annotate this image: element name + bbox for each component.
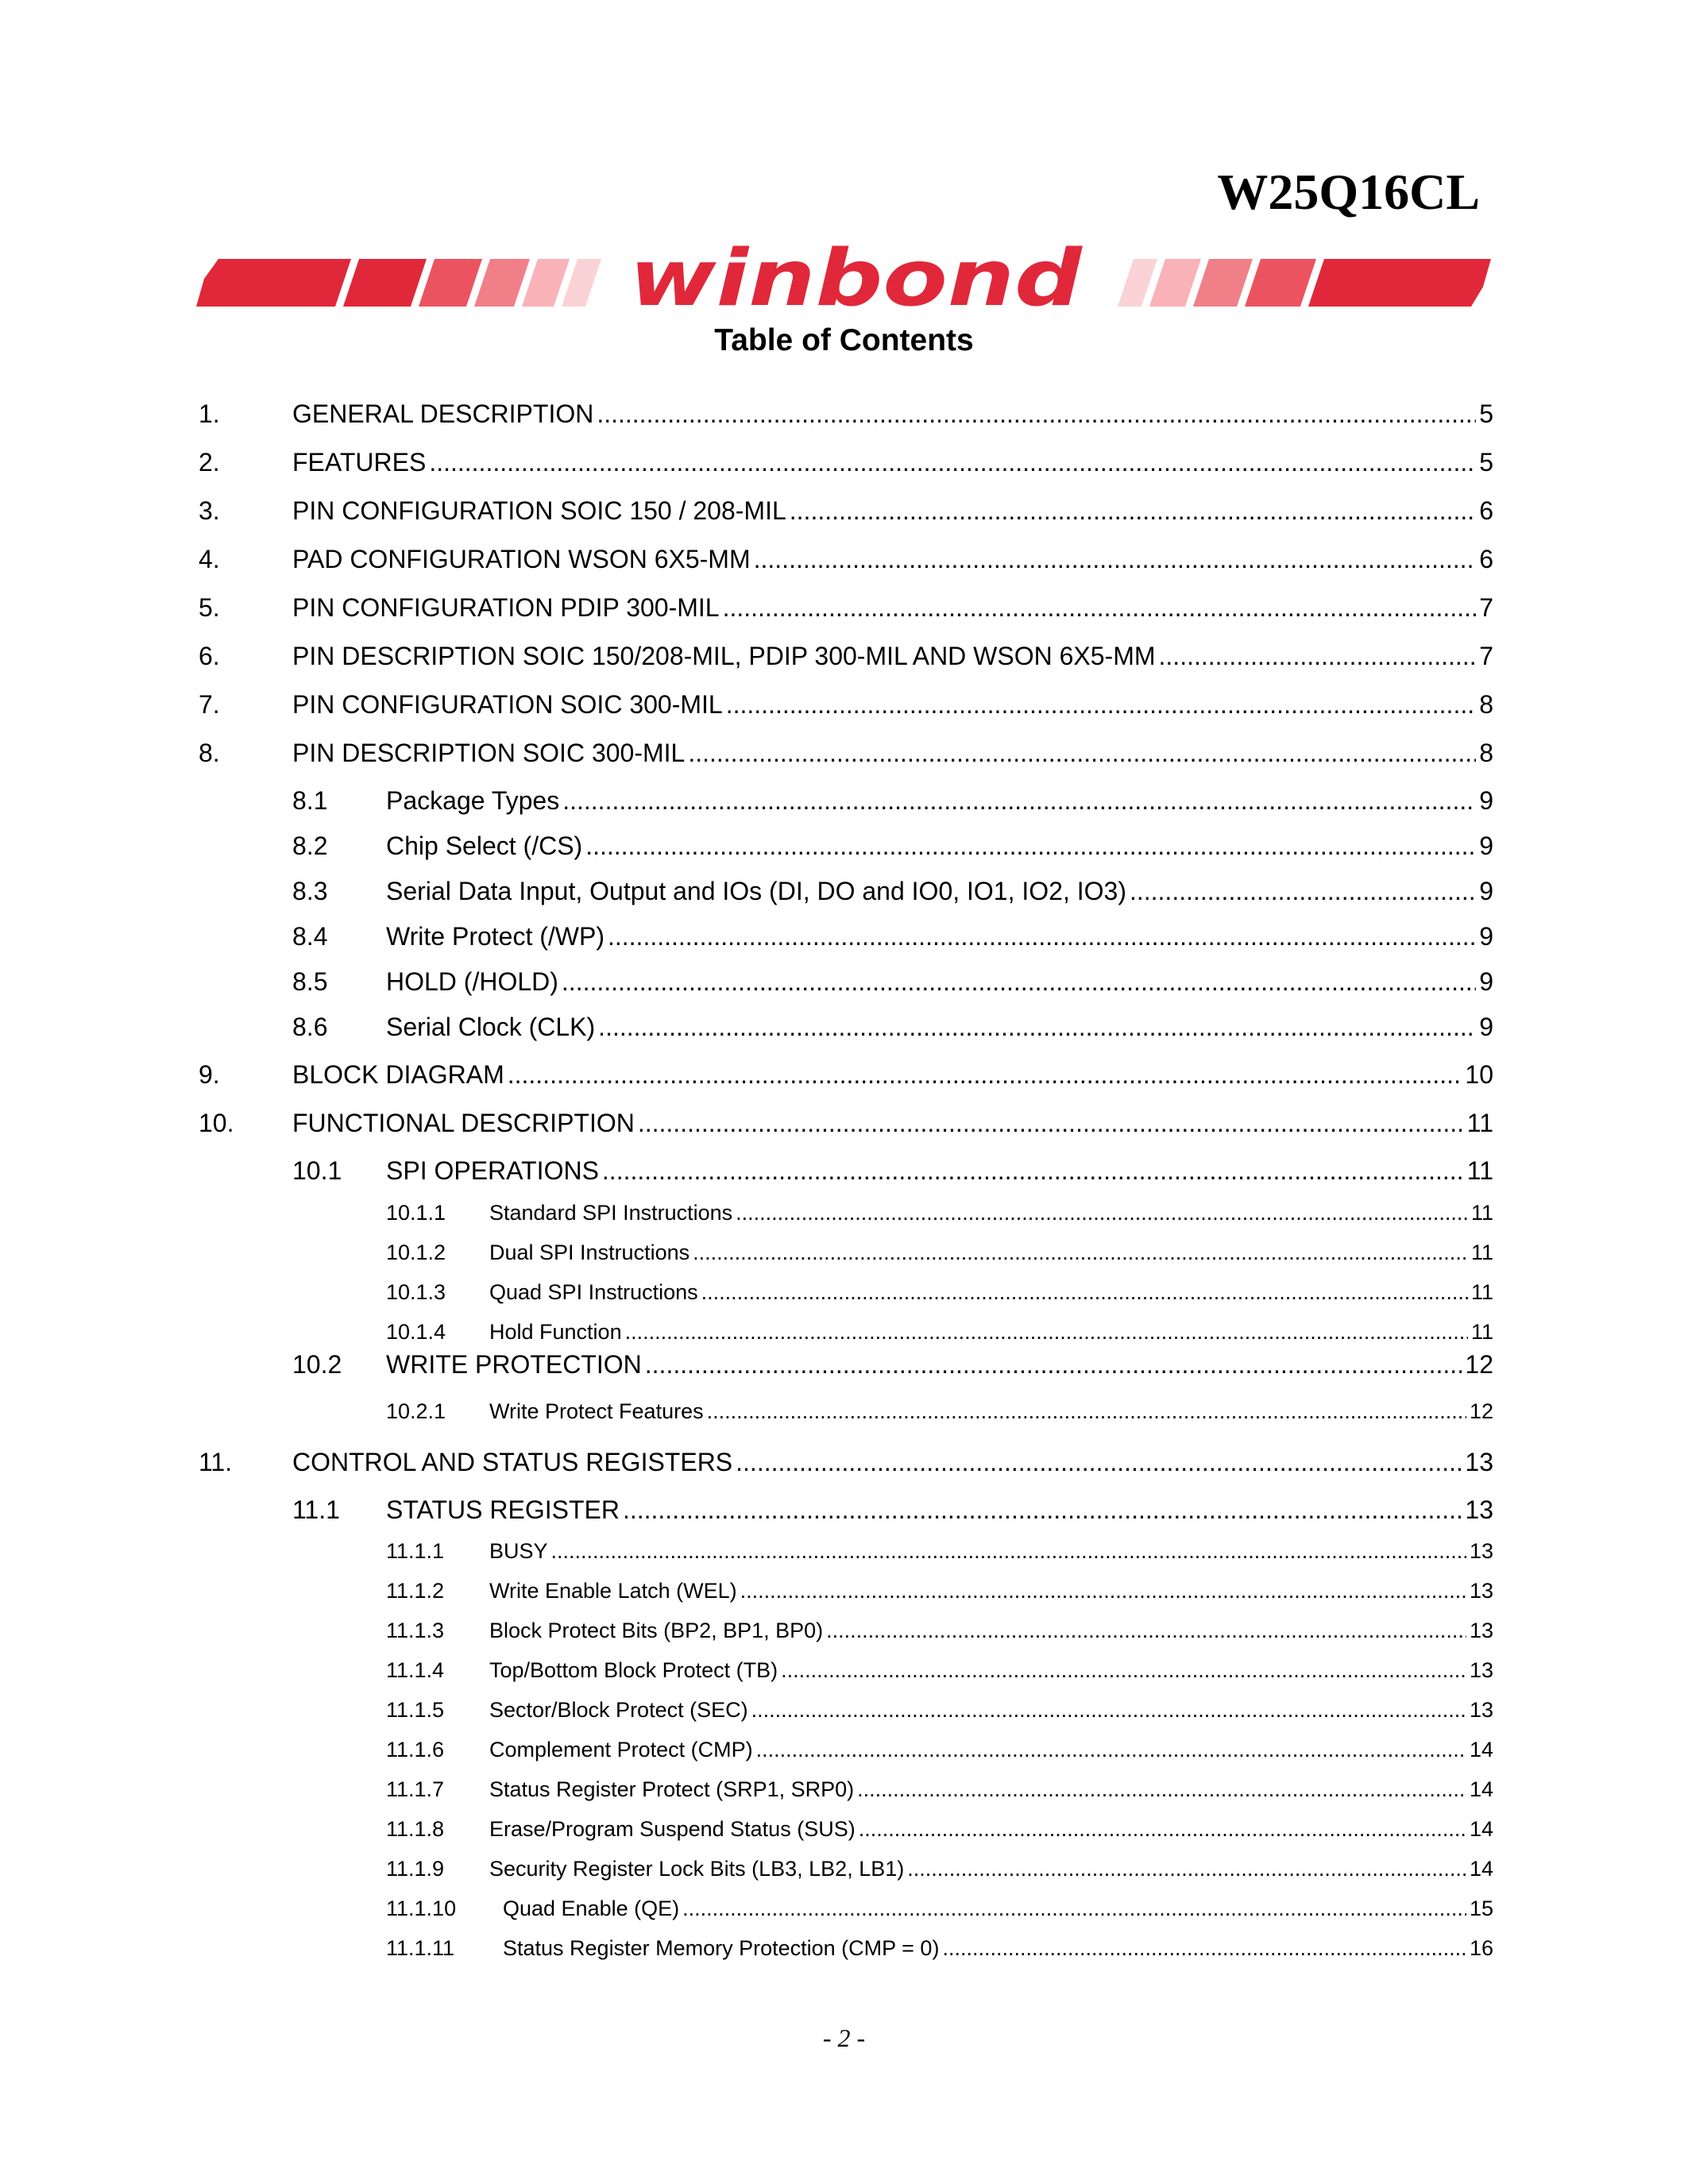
toc-entry[interactable] — [199, 786, 1493, 816]
logo-stripe — [419, 259, 482, 307]
toc-entry-title: SPI OPERATIONS — [386, 1156, 599, 1185]
toc-entry[interactable] — [199, 1777, 1493, 1802]
toc-entry-page: 13 — [1465, 1448, 1493, 1476]
toc-entry[interactable] — [199, 1156, 1493, 1186]
toc-entry-number: 11.1.8 — [386, 1817, 445, 1841]
toc-leader-dots — [740, 1579, 1466, 1603]
toc-entry-number: 2. — [199, 448, 220, 477]
toc-entry-title: HOLD (/HOLD) — [386, 967, 558, 996]
toc-entry-page: 11 — [1466, 1156, 1493, 1185]
toc-entry-page: 9 — [1479, 877, 1493, 905]
toc-entry-page: 8 — [1479, 690, 1493, 719]
toc-entry-page: 13 — [1469, 1658, 1493, 1682]
logo-stripe — [1245, 259, 1316, 307]
toc-entry-page: 6 — [1479, 496, 1493, 525]
toc-entry-page: 13 — [1469, 1579, 1493, 1603]
toc-entry[interactable] — [199, 877, 1493, 906]
toc-entry-number: 8.6 — [292, 1013, 328, 1041]
logo-stripe — [474, 259, 530, 307]
toc-entry-title: GENERAL DESCRIPTION — [292, 399, 594, 428]
toc-entry-title: PIN CONFIGURATION PDIP 300-MIL — [292, 593, 720, 622]
logo-stripe — [522, 259, 570, 307]
toc-entry-number: 10.1.3 — [386, 1280, 446, 1304]
toc-entry[interactable] — [199, 690, 1493, 720]
toc-leader-dots — [645, 1350, 1462, 1379]
toc-entry[interactable] — [199, 1109, 1493, 1138]
toc-entry-number: 11.1.11 — [386, 1936, 455, 1960]
toc-entry-page: 9 — [1479, 922, 1493, 951]
toc-leader-dots — [701, 1280, 1468, 1305]
toc-leader-dots — [1130, 877, 1476, 906]
toc-entry-page: 13 — [1469, 1698, 1493, 1722]
toc-leader-dots — [781, 1658, 1466, 1683]
toc-entry-title: Serial Data Input, Output and IOs (DI, DO and IO0, IO1, IO2, IO3) — [386, 877, 1126, 905]
toc-entry-page: 7 — [1479, 642, 1493, 670]
toc-entry-page: 12 — [1465, 1350, 1493, 1379]
toc-entry-number: 9. — [199, 1060, 220, 1089]
toc-entry-title: PIN DESCRIPTION SOIC 150/208-MIL, PDIP 300-MIL AND WSON 6X5-MM — [292, 642, 1156, 670]
toc-entry-title: Quad SPI Instructions — [489, 1280, 698, 1304]
toc-entry-page: 11 — [1470, 1241, 1493, 1264]
page-number: - 2 - — [822, 2024, 866, 2052]
toc-entry[interactable] — [199, 1658, 1493, 1683]
toc-leader-dots — [756, 1738, 1466, 1762]
toc-entry-title: Complement Protect (CMP) — [489, 1738, 753, 1761]
toc-entry-page: 7 — [1479, 593, 1493, 622]
toc-entry-number: 10.1 — [292, 1156, 342, 1185]
toc-entry-page: 11 — [1470, 1201, 1493, 1225]
toc-entry[interactable] — [199, 593, 1493, 623]
toc-entry-number: 10.1.4 — [386, 1320, 446, 1344]
toc-entry[interactable] — [199, 832, 1493, 861]
toc-entry-number: 8. — [199, 739, 220, 767]
toc-entry-title: Dual SPI Instructions — [489, 1241, 690, 1264]
toc-entry-title: STATUS REGISTER — [386, 1495, 620, 1524]
toc-entry[interactable] — [199, 1579, 1493, 1603]
toc-leader-dots — [682, 1897, 1466, 1921]
logo-stripe — [343, 259, 427, 307]
toc-entry-title: FEATURES — [292, 448, 427, 477]
toc-entry[interactable] — [199, 1619, 1493, 1643]
toc-entry[interactable] — [199, 496, 1493, 526]
toc-entry-number: 10.1.1 — [386, 1201, 446, 1225]
toc-entry-title: PIN CONFIGURATION SOIC 150 / 208-MIL — [292, 496, 786, 525]
toc-entry[interactable] — [199, 1280, 1493, 1305]
toc-entry-title: Hold Function — [489, 1320, 622, 1344]
toc-entry-title: Write Enable Latch (WEL) — [489, 1579, 737, 1603]
toc-entry-title: Status Register Memory Protection (CMP = 0) — [503, 1936, 940, 1960]
toc-entry-title: Serial Clock (CLK) — [386, 1013, 596, 1041]
toc-entry[interactable] — [199, 922, 1493, 951]
toc-entry-title: Write Protect Features — [489, 1399, 704, 1423]
toc-leader-dots — [551, 1539, 1466, 1564]
toc-entry-title: Chip Select (/CS) — [386, 832, 583, 860]
toc-entry-number: 11.1.9 — [386, 1857, 445, 1881]
toc-entry-page: 9 — [1479, 832, 1493, 860]
toc-entry-page: 12 — [1469, 1399, 1493, 1423]
toc-entry-title: Write Protect (/WP) — [386, 922, 605, 951]
toc-entry-page: 9 — [1479, 786, 1493, 815]
toc-leader-dots — [754, 545, 1477, 574]
toc-entry-number: 7. — [199, 690, 220, 719]
toc-entry[interactable] — [199, 1241, 1493, 1265]
toc-leader-dots — [723, 593, 1477, 623]
toc-entry-number: 10.2 — [292, 1350, 342, 1379]
toc-entry-number: 10.2.1 — [386, 1399, 446, 1423]
toc-entry-number: 11.1.5 — [386, 1698, 445, 1722]
toc-entry-number: 11.1.6 — [386, 1738, 445, 1761]
toc-entry-page: 14 — [1469, 1817, 1493, 1841]
toc-entry[interactable] — [199, 1495, 1493, 1525]
toc-entry[interactable] — [199, 739, 1493, 768]
toc-entry-page: 8 — [1479, 739, 1493, 767]
toc-entry-page: 5 — [1479, 399, 1493, 428]
toc-entry-title: PIN DESCRIPTION SOIC 300-MIL — [292, 739, 686, 767]
toc-leader-dots — [625, 1320, 1468, 1345]
toc-entry-number: 6. — [199, 642, 220, 670]
logo-stripe — [1149, 259, 1201, 307]
toc-entry-number: 10.1.2 — [386, 1241, 446, 1264]
toc-entry[interactable] — [199, 1448, 1493, 1477]
toc-entry-title: Quad Enable (QE) — [503, 1897, 680, 1920]
toc-entry[interactable] — [199, 545, 1493, 574]
toc-leader-dots — [608, 922, 1476, 951]
toc-entry-title: Status Register Protect (SRP1, SRP0) — [489, 1777, 855, 1801]
toc-entry-page: 13 — [1469, 1619, 1493, 1642]
logo-stripe — [196, 259, 351, 307]
toc-entry[interactable] — [199, 1539, 1493, 1564]
toc-entry-title: BUSY — [489, 1539, 548, 1563]
toc-entry-page: 14 — [1469, 1777, 1493, 1801]
toc-entry-title: Erase/Program Suspend Status (SUS) — [489, 1817, 856, 1841]
toc-entry-number: 11.1.4 — [386, 1658, 445, 1682]
toc-entry-title: Standard SPI Instructions — [489, 1201, 733, 1225]
toc-leader-dots — [707, 1399, 1466, 1424]
toc-entry-title: CONTROL AND STATUS REGISTERS — [292, 1448, 733, 1476]
toc-leader-dots — [826, 1619, 1466, 1643]
toc-entry[interactable] — [199, 399, 1493, 429]
toc-leader-dots — [751, 1698, 1466, 1723]
toc-entry[interactable] — [199, 1817, 1493, 1842]
toc-entry[interactable] — [199, 1738, 1493, 1762]
logo-stripe — [562, 259, 601, 307]
toc-entry-title: BLOCK DIAGRAM — [292, 1060, 504, 1089]
toc-leader-dots — [562, 967, 1476, 997]
toc-entry-number: 11.1.3 — [386, 1619, 445, 1642]
winbond-logo-banner — [196, 235, 1491, 322]
logo-stripe — [1118, 259, 1157, 307]
toc-leader-dots — [562, 786, 1476, 816]
toc-entry-page: 6 — [1479, 545, 1493, 573]
toc-entry[interactable] — [199, 1399, 1493, 1424]
toc-leader-dots — [736, 1448, 1462, 1477]
toc-entry-page: 13 — [1465, 1495, 1493, 1524]
toc-entry[interactable] — [199, 967, 1493, 997]
logo-stripe — [1193, 259, 1253, 307]
toc-leader-dots — [942, 1936, 1466, 1961]
toc-entry[interactable] — [199, 1350, 1493, 1379]
toc-leader-dots — [638, 1109, 1464, 1138]
toc-entry-page: 10 — [1465, 1060, 1493, 1089]
toc-leader-dots — [1159, 642, 1477, 671]
toc-entry-number: 8.4 — [292, 922, 328, 951]
toc-entry-page: 9 — [1479, 967, 1493, 996]
toc-entry-number: 11.1.7 — [386, 1777, 445, 1801]
toc-entry-title: Sector/Block Protect (SEC) — [489, 1698, 748, 1722]
toc-entry-number: 11.1.10 — [386, 1897, 457, 1920]
toc-entry-title: Block Protect Bits (BP2, BP1, BP0) — [489, 1619, 824, 1642]
toc-entry-number: 8.5 — [292, 967, 328, 996]
toc-leader-dots — [726, 690, 1477, 720]
toc-leader-dots — [623, 1495, 1462, 1525]
toc-leader-dots — [736, 1201, 1468, 1225]
toc-entry-page: 14 — [1469, 1857, 1493, 1881]
toc-entry-page: 14 — [1469, 1738, 1493, 1761]
part-number: W25Q16CL — [1217, 164, 1480, 220]
toc-leader-dots — [693, 1241, 1468, 1265]
toc-leader-dots — [585, 832, 1476, 861]
toc-leader-dots — [602, 1156, 1464, 1186]
toc-entry-number: 10. — [199, 1109, 234, 1137]
toc-entry[interactable] — [199, 1897, 1493, 1921]
toc-entry-number: 4. — [199, 545, 220, 573]
toc-entry-title: WRITE PROTECTION — [386, 1350, 642, 1379]
toc-leader-dots — [597, 399, 1476, 429]
toc-entry-title: Package Types — [386, 786, 560, 815]
toc-entry-number: 11.1.2 — [386, 1579, 445, 1603]
toc-entry-title: Security Register Lock Bits (LB3, LB2, LB1) — [489, 1857, 905, 1881]
toc-entry[interactable] — [199, 1320, 1493, 1345]
toc-leader-dots — [790, 496, 1476, 526]
toc-entry[interactable] — [199, 1013, 1493, 1042]
toc-entry-title: PIN CONFIGURATION SOIC 300-MIL — [292, 690, 723, 719]
toc-entry[interactable] — [199, 642, 1493, 671]
toc-entry[interactable] — [199, 1201, 1493, 1225]
toc-entry-title: FUNCTIONAL DESCRIPTION — [292, 1109, 635, 1137]
toc-entry-number: 11.1.1 — [386, 1539, 445, 1563]
toc-leader-dots — [598, 1013, 1476, 1042]
toc-entry-page: 11 — [1466, 1109, 1493, 1137]
toc-entry-title: Top/Bottom Block Protect (TB) — [489, 1658, 778, 1682]
toc-entry[interactable] — [199, 448, 1493, 477]
toc-leader-dots — [429, 448, 1476, 477]
toc-entry-number: 1. — [199, 399, 220, 428]
toc-entry-page: 13 — [1469, 1539, 1493, 1563]
toc-entry-page: 5 — [1479, 448, 1493, 477]
toc-entry-page: 11 — [1470, 1280, 1493, 1304]
toc-entry-number: 3. — [199, 496, 220, 525]
toc-leader-dots — [907, 1857, 1466, 1881]
toc-entry-title: PAD CONFIGURATION WSON 6X5-MM — [292, 545, 751, 573]
toc-leader-dots — [688, 739, 1476, 768]
toc-entry-number: 8.2 — [292, 832, 328, 860]
toc-title: Table of Contents — [714, 323, 974, 357]
toc-entry-number: 8.1 — [292, 786, 328, 815]
toc-entry[interactable] — [199, 1060, 1493, 1090]
toc-entry-number: 11.1 — [292, 1495, 340, 1524]
toc-leader-dots — [857, 1777, 1466, 1802]
toc-leader-dots — [508, 1060, 1462, 1090]
toc-entry-page: 16 — [1469, 1936, 1493, 1960]
toc-entry-number: 5. — [199, 593, 220, 622]
toc-entry[interactable] — [199, 1857, 1493, 1881]
toc-entry-number: 11. — [199, 1448, 233, 1476]
toc-entry[interactable] — [199, 1936, 1493, 1961]
logo-stripe — [1308, 259, 1491, 307]
toc-entry-page: 9 — [1479, 1013, 1493, 1041]
toc-leader-dots — [859, 1817, 1466, 1842]
toc-entry-page: 15 — [1469, 1897, 1493, 1920]
logo-wordmark: winbond — [629, 235, 1083, 322]
toc-entry-number: 8.3 — [292, 877, 328, 905]
toc-entry-page: 11 — [1470, 1320, 1493, 1344]
toc-entry[interactable] — [199, 1698, 1493, 1723]
